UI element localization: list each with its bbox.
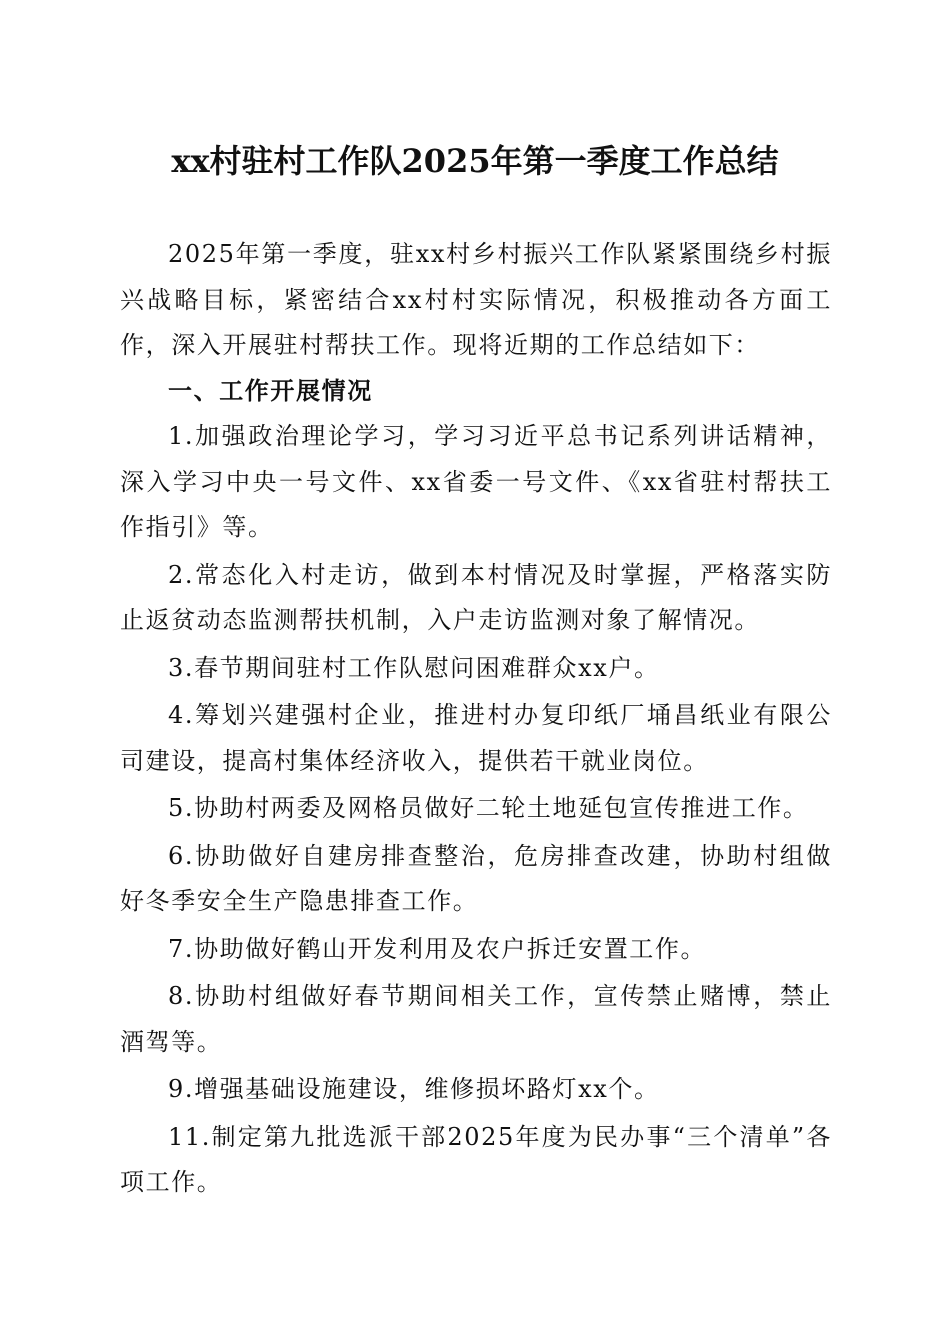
section-heading: 一、工作开展情况 (168, 376, 373, 405)
list-item: 3.春节期间驻村工作队慰问困难群众xx户。 (168, 653, 660, 682)
list-item: 1.加强政治理论学习，学习习近平总书记系列讲话精神，深入学习中央一号文件、xx省委一号文件、《xx省驻村帮扶工作指引》等。 (120, 422, 832, 541)
document-body (120, 232, 832, 1208)
list-item: 8.协助村组做好春节期间相关工作，宣传禁止赌博，禁止酒驾等。 (120, 982, 832, 1056)
list-item: 6.协助做好自建房排查整治，危房排查改建，协助村组做好冬季安全生产隐患排查工作。 (120, 841, 832, 915)
list-item: 9.增强基础设施建设，维修损坏路灯xx个。 (168, 1075, 660, 1103)
list-item: 7.协助做好鹤山开发利用及农户拆迁安置工作。 (168, 934, 707, 963)
list-item: 2.常态化入村走访，做到本村情况及时掌握，严格落实防止返贫动态监测帮扶机制，入户走访监测对象了解情况。 (120, 560, 832, 634)
document-title: xx村驻村工作队2025年第一季度工作总结 (171, 142, 779, 180)
list-item: 5.协助村两委及网格员做好二轮土地延包宣传推进工作。 (168, 794, 809, 822)
list-item: 4.筹划兴建强村企业，推进村办复印纸厂埇昌纸业有限公司建设，提高村集体经济收入，提供若干就业岗位。 (120, 701, 832, 775)
intro-paragraph: 2025年第一季度，驻xx村乡村振兴工作队紧紧围绕乡村振兴战略目标，紧密结合xx村村实际情况，积极推动各方面工作，深入开展驻村帮扶工作。现将近期的工作总结如下： (120, 240, 832, 359)
list-item: 11.制定第九批选派干部2025年度为民办事“三个清单”各项工作。 (120, 1122, 832, 1196)
